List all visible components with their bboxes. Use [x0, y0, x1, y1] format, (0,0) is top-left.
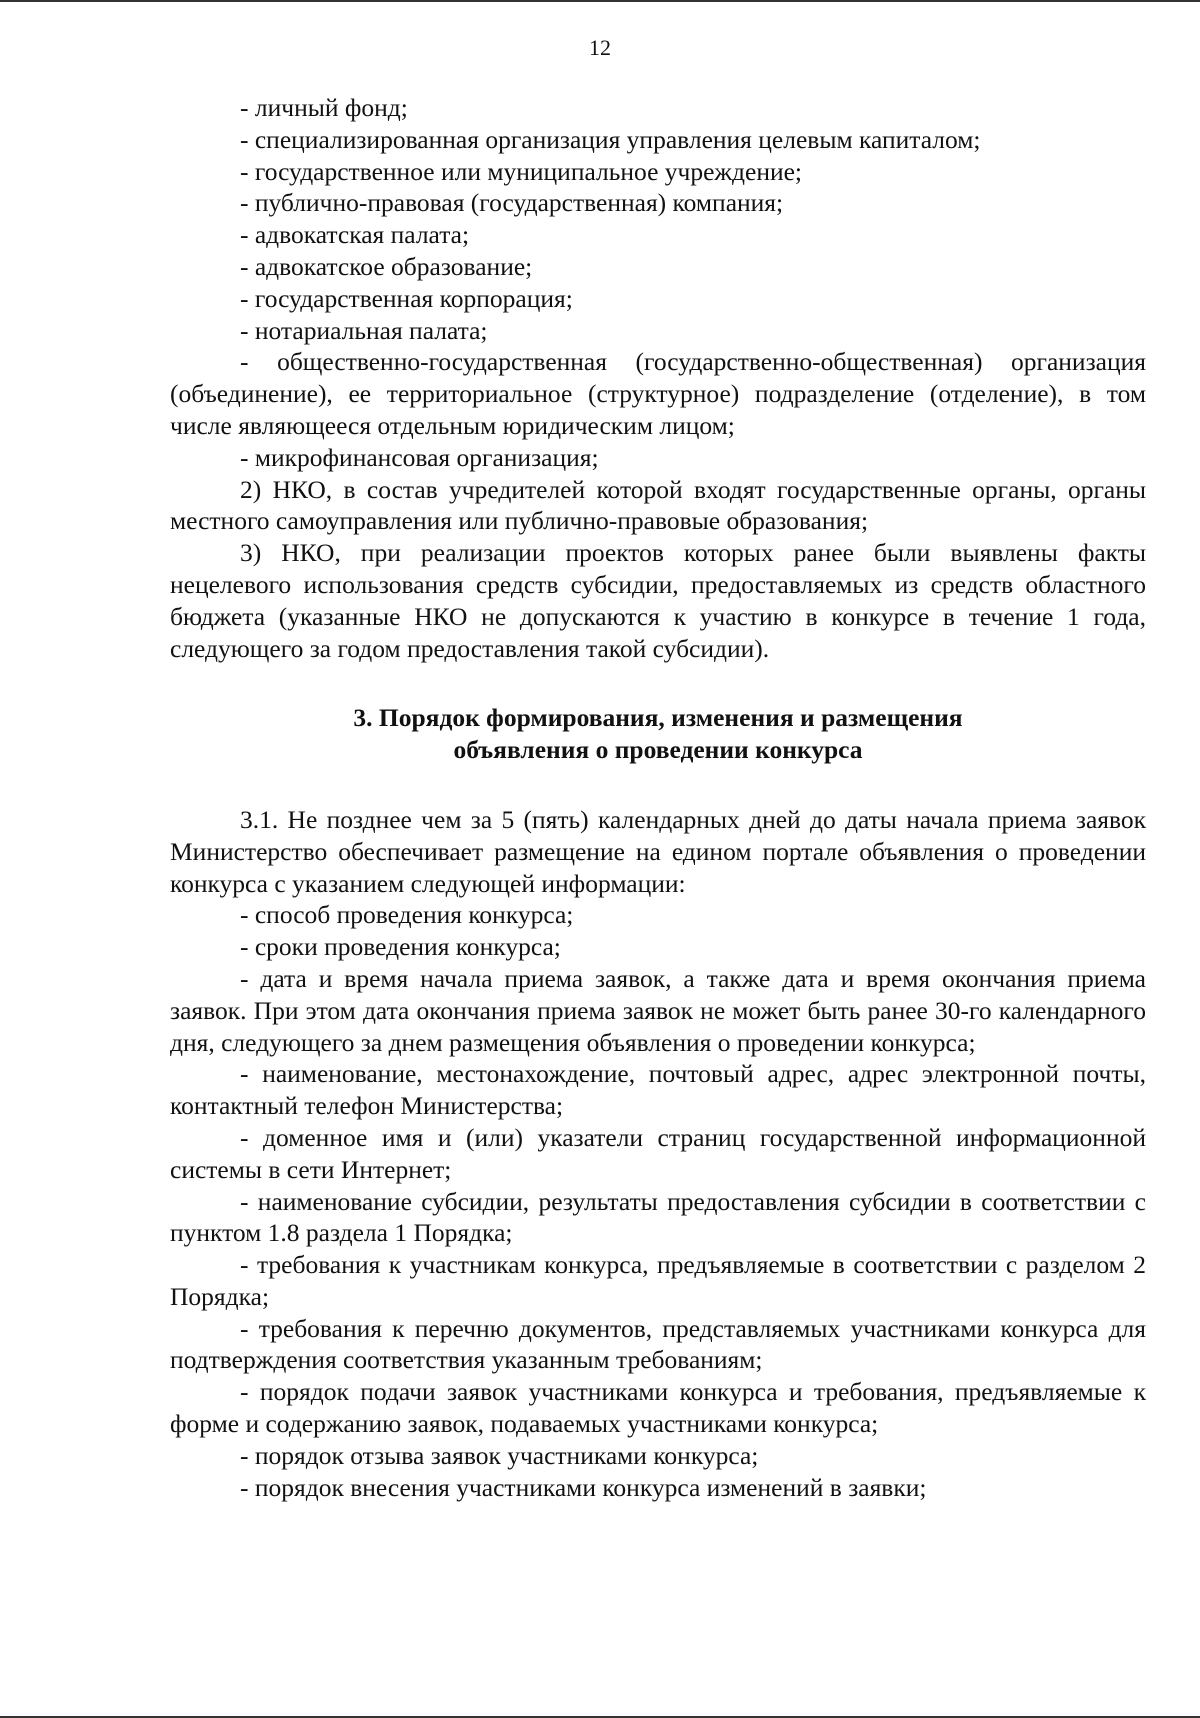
list-item: - личный фонд; [240, 93, 408, 122]
paragraph: - наименование субсидии, результаты предоставления субсидии в соответствии с пунктом 1.8 раздела 1 Порядка; [170, 1186, 1146, 1248]
paragraph: 3) НКО, при реализации проектов которых ранее были выявлены факты нецелевого использования средств субсидии, предоставляемых из средств областного бюджета (указанные НКО не допускаются к участию в конкурсе в течение 1 года, следующего за годом предоставления такой субсидии). [170, 538, 1146, 663]
list-item: - государственная корпорация; [240, 283, 573, 313]
paragraph: - порядок внесения участниками конкурса изменений в заявки; [240, 1472, 927, 1502]
section-heading-line: объявления о проведении конкурса [453, 735, 863, 765]
paragraph: - доменное имя и (или) указатели страниц государственной информационной системы в сети Интернет; [170, 1122, 1146, 1184]
paragraph: 2) НКО, в состав учредителей которой входят государственные органы, органы местного самоуправления или публично-правовые образования; [170, 474, 1146, 536]
section-heading [170, 702, 1146, 766]
paragraph: - сроки проведения конкурса; [240, 932, 561, 962]
list-item: - адвокатское образование; [240, 251, 533, 281]
list-item: - специализированная организация управления целевым капиталом; [240, 124, 981, 154]
paragraph: - порядок подачи заявок участниками конкурса и требования, предъявляемые к форме и содержанию заявок, подаваемых участниками конкурса; [170, 1377, 1146, 1439]
paragraph: - требования к участникам конкурса, предъявляемые в соответствии с разделом 2 Порядка; [170, 1250, 1146, 1311]
list-item: - публично-правовая (государственная) компания; [240, 188, 784, 218]
paragraph: - требования к перечню документов, представляемых участниками конкурса для подтверждения соответствия указанным требованиям; [170, 1313, 1146, 1375]
paragraph: 3.1. Не позднее чем за 5 (пять) календарных дней до даты начала приема заявок Министерство обеспечивает размещение на едином портале объявления о проведении конкурса с указанием следующей информации: [170, 804, 1146, 898]
paragraph: - общественно-государственная (государственно-общественная) организация (объединение), ее территориальное (структурное) подразделение (отделение), в том числе являющееся отдельным юридическим лицом; [170, 347, 1146, 440]
paragraph: - порядок отзыва заявок участниками конкурса; [240, 1440, 759, 1470]
list-item: - адвокатская палата; [240, 220, 470, 250]
list-item: - государственное или муниципальное учреждение; [240, 156, 803, 186]
paragraph: - наименование, местонахождение, почтовый адрес, адрес электронной почты, контактный телефон Министерства; [170, 1059, 1146, 1121]
section-heading-line: 3. Порядок формирования, изменения и размещения [353, 703, 963, 733]
list-item: - нотариальная палата; [240, 315, 488, 345]
document-body [170, 92, 1146, 1503]
paragraph: - дата и время начала приема заявок, а также дата и время окончания приема заявок. При этом дата окончания приема заявок не может быть ранее 30-го календарного дня, следующего за днем размещения объявления о проведении конкурса; [170, 963, 1146, 1057]
page-number: 12 [589, 35, 611, 60]
paragraph: - способ проведения конкурса; [240, 900, 574, 930]
paragraph: - микрофинансовая организация; [240, 442, 599, 472]
